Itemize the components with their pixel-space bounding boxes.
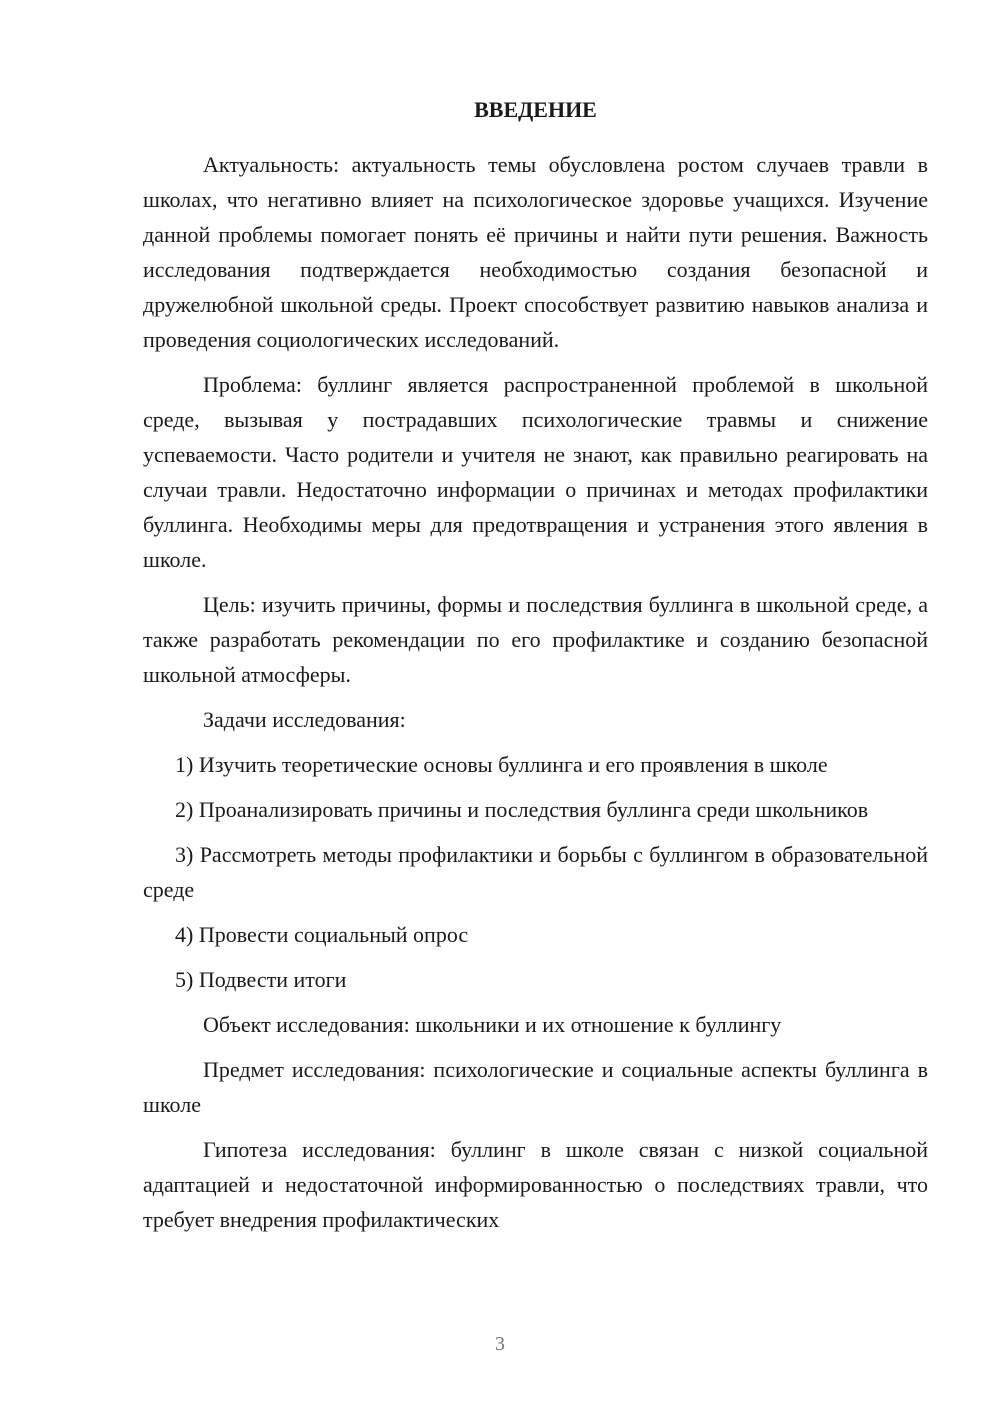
document-page xyxy=(143,92,928,1247)
section-heading: ВВЕДЕНИЕ xyxy=(474,97,597,122)
paragraph-relevance: Актуальность: актуальность темы обусловлена ростом случаев травли в школах, что негативно влияет на психологическое здоровье учащихся. Изучение данной проблемы помогает понять её причины и найти пути решения. Важность исследования подтверждается необходимостью создания безопасной и дружелюбной школьной среды. Проект способствует развитию навыков анализа и проведения социологических исследований. xyxy=(143,152,928,352)
paragraph-object: Объект исследования: школьники и их отношение к буллингу xyxy=(203,1012,782,1037)
paragraph-tasks-title: Задачи исследования: xyxy=(203,707,406,732)
paragraph-hypothesis: Гипотеза исследования: буллинг в школе связан с низкой социальной адаптацией и недостаточной информированностью о последствиях травли, что требует внедрения профилактических xyxy=(143,1137,928,1232)
task-item: 4) Провести социальный опрос xyxy=(175,922,469,947)
task-item: 2) Проанализировать причины и последствия буллинга среди школьников xyxy=(175,797,869,822)
task-item: 3) Рассмотреть методы профилактики и борьбы с буллингом в образовательной среде xyxy=(143,842,928,902)
page-number: 3 xyxy=(495,1333,505,1355)
task-item: 5) Подвести итоги xyxy=(175,967,347,992)
paragraph-goal: Цель: изучить причины, формы и последствия буллинга в школьной среде, а также разработать рекомендации по его профилактике и созданию безопасной школьной атмосферы. xyxy=(143,592,928,687)
paragraph-problem: Проблема: буллинг является распространенной проблемой в школьной среде, вызывая у пострадавших психологические травмы и снижение успеваемости. Часто родители и учителя не знают, как правильно реагировать на случаи травли. Недостаточно информации о причинах и методах профилактики буллинга. Необходимы меры для предотвращения и устранения этого явления в школе. xyxy=(143,372,928,572)
task-item: 1) Изучить теоретические основы буллинга и его проявления в школе xyxy=(175,752,828,777)
paragraph-subject: Предмет исследования: психологические и социальные аспекты буллинга в школе xyxy=(143,1057,928,1117)
